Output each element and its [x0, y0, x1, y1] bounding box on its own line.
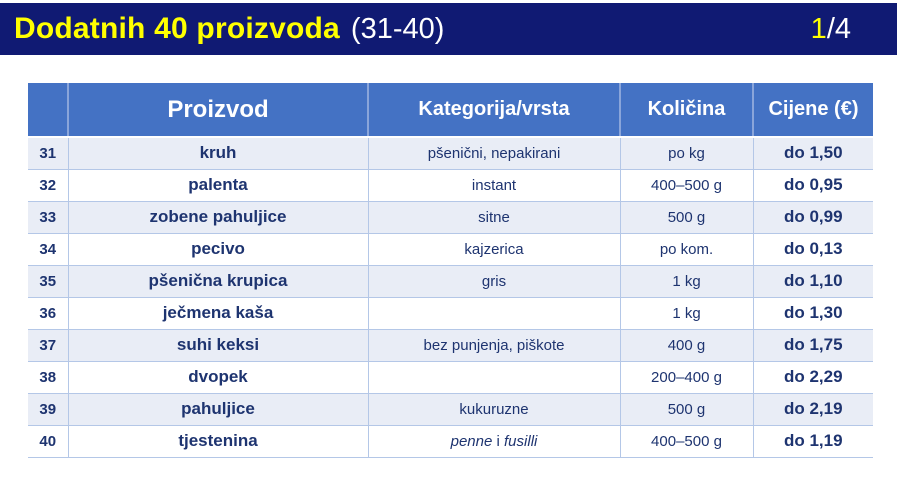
slide-title-range: (31-40)	[350, 13, 445, 45]
page-indicator	[811, 13, 851, 46]
product-name: palenta	[68, 169, 368, 201]
product-category: gris	[368, 265, 620, 297]
table-row	[28, 233, 873, 265]
product-price: do 1,75	[753, 329, 873, 361]
product-category: pšenični, nepakirani	[368, 137, 620, 169]
table-row	[28, 393, 873, 425]
product-category	[368, 361, 620, 393]
row-number: 36	[28, 297, 68, 329]
product-quantity: 500 g	[620, 201, 753, 233]
product-quantity: 200–400 g	[620, 361, 753, 393]
product-name: pahuljice	[68, 393, 368, 425]
italic-text: fusilli	[504, 432, 538, 450]
product-category	[368, 297, 620, 329]
product-name: ječmena kaša	[68, 297, 368, 329]
row-number: 37	[28, 329, 68, 361]
product-quantity: 400–500 g	[620, 425, 753, 457]
col-header-quantity: Količina	[620, 83, 753, 137]
product-quantity: po kg	[620, 137, 753, 169]
row-number: 40	[28, 425, 68, 457]
product-quantity: 1 kg	[620, 265, 753, 297]
table-row	[28, 265, 873, 297]
italic-text: penne	[450, 432, 493, 450]
row-number: 39	[28, 393, 68, 425]
table-row	[28, 361, 873, 393]
product-name: suhi keksi	[68, 329, 368, 361]
product-name: pšenična krupica	[68, 265, 368, 297]
product-price: do 1,10	[753, 265, 873, 297]
product-category: instant	[368, 169, 620, 201]
product-name: pecivo	[68, 233, 368, 265]
row-number: 38	[28, 361, 68, 393]
product-name: kruh	[68, 137, 368, 169]
product-price: do 2,19	[753, 393, 873, 425]
product-price: do 1,50	[753, 137, 873, 169]
slide-title: Dodatnih 40 proizvoda	[14, 12, 340, 45]
products-table	[28, 83, 873, 458]
col-header-num	[28, 83, 68, 137]
table-row	[28, 169, 873, 201]
row-number: 34	[28, 233, 68, 265]
table-header	[28, 83, 873, 137]
product-price: do 0,95	[753, 169, 873, 201]
table-row	[28, 329, 873, 361]
product-category	[368, 425, 620, 457]
product-category: kukuruzne	[368, 393, 620, 425]
product-quantity: 400 g	[620, 329, 753, 361]
product-price: do 0,99	[753, 201, 873, 233]
plain-text: i	[492, 432, 505, 450]
slide	[0, 3, 897, 503]
col-header-category: Kategorija/vrsta	[368, 83, 620, 137]
product-price: do 1,19	[753, 425, 873, 457]
table-row	[28, 201, 873, 233]
product-price: do 2,29	[753, 361, 873, 393]
product-quantity: 400–500 g	[620, 169, 753, 201]
product-name: zobene pahuljice	[68, 201, 368, 233]
product-category: kajzerica	[368, 233, 620, 265]
table-body	[28, 137, 873, 457]
product-category: bez punjenja, piškote	[368, 329, 620, 361]
row-number: 31	[28, 137, 68, 169]
product-name: tjestenina	[68, 425, 368, 457]
col-header-product: Proizvod	[68, 83, 368, 137]
product-price: do 0,13	[753, 233, 873, 265]
product-price: do 1,30	[753, 297, 873, 329]
row-number: 32	[28, 169, 68, 201]
page-number-total: /4	[826, 12, 851, 45]
title-bar	[0, 3, 897, 55]
table-row	[28, 425, 873, 457]
table-header-row	[28, 83, 873, 137]
slide-title-group	[14, 12, 444, 46]
row-number: 33	[28, 201, 68, 233]
product-quantity: 1 kg	[620, 297, 753, 329]
product-quantity: 500 g	[620, 393, 753, 425]
product-quantity: po kom.	[620, 233, 753, 265]
table-row	[28, 297, 873, 329]
product-name: dvopek	[68, 361, 368, 393]
product-category: sitne	[368, 201, 620, 233]
col-header-price: Cijene (€)	[753, 83, 873, 137]
table-row	[28, 137, 873, 169]
page-number-current: 1	[810, 12, 827, 45]
row-number: 35	[28, 265, 68, 297]
